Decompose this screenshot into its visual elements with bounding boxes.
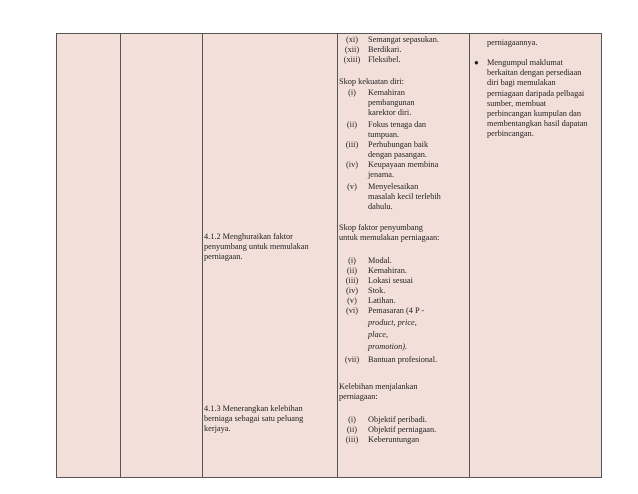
column-activities	[470, 34, 601, 477]
section-heading: untuk memulakan perniagaan:	[339, 233, 440, 242]
lesson-table	[56, 33, 602, 478]
lo-4-1-2-line: 4.1.2 Menghuraikan faktor	[204, 232, 293, 241]
activity-line: sumber, membuat	[487, 98, 547, 108]
lo-4-1-2	[204, 232, 309, 263]
activity-line: perbincangan.	[487, 129, 534, 139]
activity-line: membentangkan hasil dapatan	[487, 119, 588, 129]
italic-line: promotion).	[368, 342, 408, 351]
column-standard-cell	[121, 34, 202, 477]
activity-note	[487, 58, 587, 140]
section-heading: perniagaan:	[339, 392, 378, 401]
activity-line: perniagaan daripada pelbagai	[487, 88, 585, 98]
bullet-icon: ●	[474, 58, 479, 67]
lo-4-1-3	[204, 404, 303, 435]
column-week-cell	[57, 34, 120, 477]
activity-line: Mengumpul maklumat	[487, 58, 563, 67]
activity-line: berkaitan dengan persediaan	[487, 68, 582, 78]
section-heading: Skop faktor penyumbang	[339, 223, 423, 232]
italic-line: place,	[368, 330, 389, 339]
lo-4-1-3-line: 4.1.3 Menerangkan kelebihan	[204, 404, 303, 413]
column-content-scope: (xi) Semangat sepasukan. (xii) Berdikari. (xiii) Fleksibel. Skop kekuatan diri: (i) Kemahiran pembangunan karektor diri. (ii) Fokus tenaga dan tumpuan. (iii) Perhubungan baik dengan pasangan. (iv) Keupayaan membina jenama. (v) Menyelesaikan masalah kecil terlebih dahulu. Skop faktor penyumbang untuk memulakan perniagaan: (i) Modal. (ii) Kemahiran. (iii) Lokasi sesuai (iv) Stok. (v) Latihan. (vi) Pemasaran (4 P - product, price, place, promotion). (vii) Bantuan profesional. Kelebihan menjalankan perniagaan: (i) Objektif peribadi. (ii) Objektif perniagaan. (iii) Keberuntungan	[339, 35, 441, 444]
italic-line: product, price,	[368, 318, 417, 327]
lo-4-1-3-line: kerjaya.	[204, 424, 231, 434]
lo-4-1-3-line: berniaga sebagai satu peluang	[204, 414, 304, 424]
activity-line: diri bagi memulakan	[487, 78, 556, 88]
lo-4-1-2-line: penyumbang untuk memulakan	[204, 242, 309, 252]
activity-line: perbincangan kumpulan dan	[487, 109, 582, 119]
lo-4-1-2-line: perniagaan.	[204, 252, 243, 262]
column-learning-outcomes	[203, 34, 337, 477]
section-heading: Kelebihan menjalankan	[339, 382, 418, 391]
section-heading: Skop kekuatan diri:	[339, 77, 404, 86]
activity-text: perniagaannya.	[487, 38, 538, 47]
